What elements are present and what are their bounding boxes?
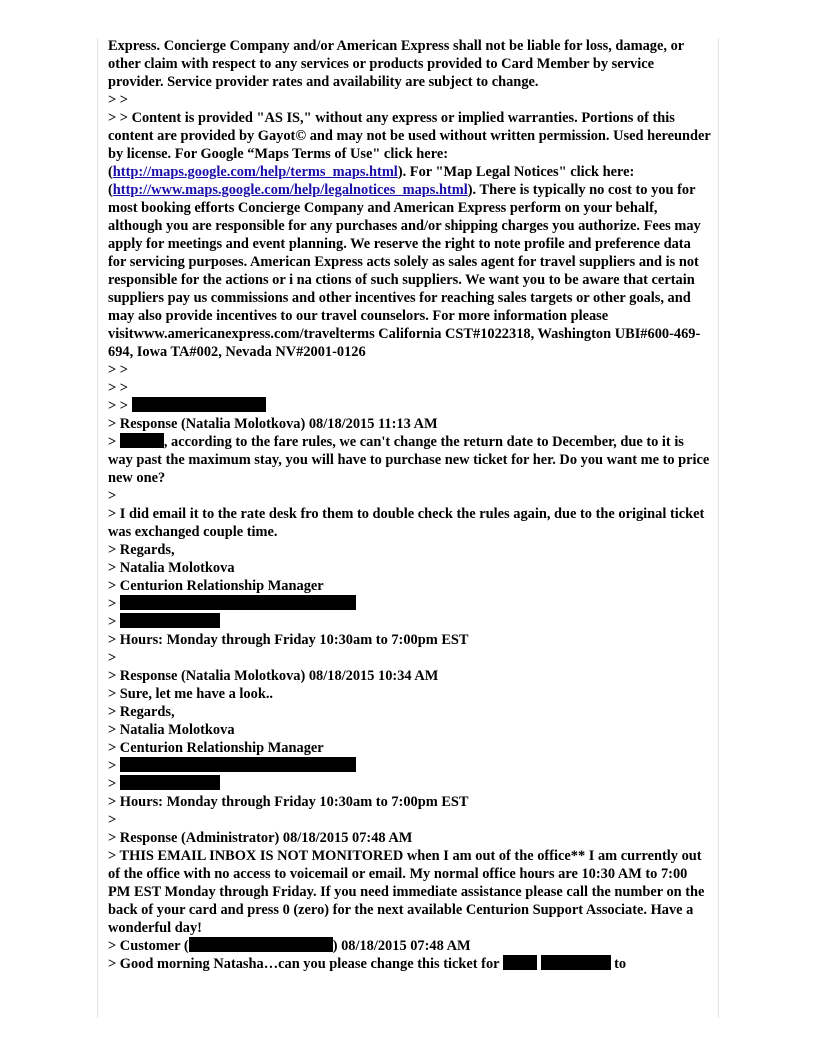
signature-name: > Natalia Molotkova — [108, 722, 235, 738]
auto-reply-text: > THIS EMAIL INBOX IS NOT MONITORED when I am out of the office** I am currently out of the office with no access to voicemail or email. My normal office hours are 10:30 AM to 7:00 PM EST Monday through Friday. If you need immediate assistance please call the number on the back of your card and press 0 (zero) for the next available Centurion Support Associate. Have a wonderful day! — [108, 848, 705, 936]
quote-line: > > — [108, 362, 128, 378]
quote-line-redacted: > > — [108, 397, 712, 415]
signature-title: > Centurion Relationship Manager — [108, 740, 324, 756]
redaction-block — [503, 955, 537, 970]
response-text: > Sure, let me have a look.. — [108, 686, 274, 702]
signature-regards: > Regards, — [108, 542, 175, 558]
redaction-block — [541, 955, 611, 970]
response-header: > Response (Natalia Molotkova) 08/18/2015 11:13 AM — [108, 416, 438, 432]
content-disclaimer: > > Content is provided "AS IS," without any express or implied warranties. Portions of this content are provided by Gayot© and may not be used without written permission. Used hereunder by license. For Google “Maps Terms of Use" click here: (http://maps.google.com/help/terms_maps.html). For "Map Legal Notices" click here: (http://www.maps.google.com/help/legalnotices_maps.html). There is typically no cost to you for most booking efforts Concierge Company and American Express perform on your behalf, although you are responsible for any purchases and/or shipping charges you authorize. Fees may apply for meetings and event planning. We reserve the right to note profile and preference data for servicing purposes. American Express acts solely as sales agent for travel suppliers and is not responsible for the actions or i na ctions of such suppliers. We want you to be aware that certain suppliers pay us commissions and other incentives for reaching sales targets or other goals, and may also provide incentives to our travel counselors. For more information please visitwww.americanexpress.com/travelterms California CST#1022318, Washington UBI#600-469-694, Iowa TA#002, Nevada NV#2001-0126 — [108, 110, 711, 360]
customer-header: > Customer ( ) 08/18/2015 07:48 AM — [108, 938, 471, 954]
redaction-block — [132, 397, 266, 412]
quote-line: > > — [108, 92, 128, 108]
email-thread — [108, 37, 712, 973]
quote-line: > — [108, 812, 117, 828]
redaction-block — [120, 595, 356, 610]
redaction-block — [189, 937, 333, 952]
quote-line: > > — [108, 380, 128, 396]
quote-line: > — [108, 650, 117, 666]
signature-redacted: > — [108, 595, 712, 613]
signature-redacted: > — [108, 775, 712, 793]
maps-terms-link[interactable]: http://maps.google.com/help/terms_maps.html — [112, 164, 398, 180]
redaction-block — [120, 775, 220, 790]
quote-line: > — [108, 488, 117, 504]
response-text: > I did email it to the rate desk fro them to double check the rules again, due to the original ticket was exchanged couple time. — [108, 506, 705, 540]
maps-legal-link[interactable]: http://www.maps.google.com/help/legalnotices_maps.html — [112, 182, 468, 198]
signature-name: > Natalia Molotkova — [108, 560, 235, 576]
response-header: > Response (Administrator) 08/18/2015 07:48 AM — [108, 830, 413, 846]
redaction-block — [120, 613, 220, 628]
redaction-block — [120, 433, 164, 448]
signature-redacted: > — [108, 613, 712, 631]
signature-regards: > Regards, — [108, 704, 175, 720]
redaction-block — [120, 757, 356, 772]
signature-hours: > Hours: Monday through Friday 10:30am to 7:00pm EST — [108, 632, 469, 648]
response-text: > , according to the fare rules, we can't change the return date to December, due to it is way past the maximum stay, you will have to purchase new ticket for her. Do you want me to price new one? — [108, 434, 710, 486]
signature-redacted: > — [108, 757, 712, 775]
response-header: > Response (Natalia Molotkova) 08/18/2015 10:34 AM — [108, 668, 439, 684]
signature-hours: > Hours: Monday through Friday 10:30am to 7:00pm EST — [108, 794, 469, 810]
customer-text: > Good morning Natasha…can you please change this ticket for to — [108, 956, 627, 972]
disclaimer-paragraph: Express. Concierge Company and/or American Express shall not be liable for loss, damage, or other claim with respect to any services or products provided to Card Member by service provider. Service provider rates and availability are subject to change. — [108, 38, 684, 90]
right-margin-line — [718, 38, 719, 1018]
left-margin-line — [97, 38, 98, 1018]
signature-title: > Centurion Relationship Manager — [108, 578, 324, 594]
